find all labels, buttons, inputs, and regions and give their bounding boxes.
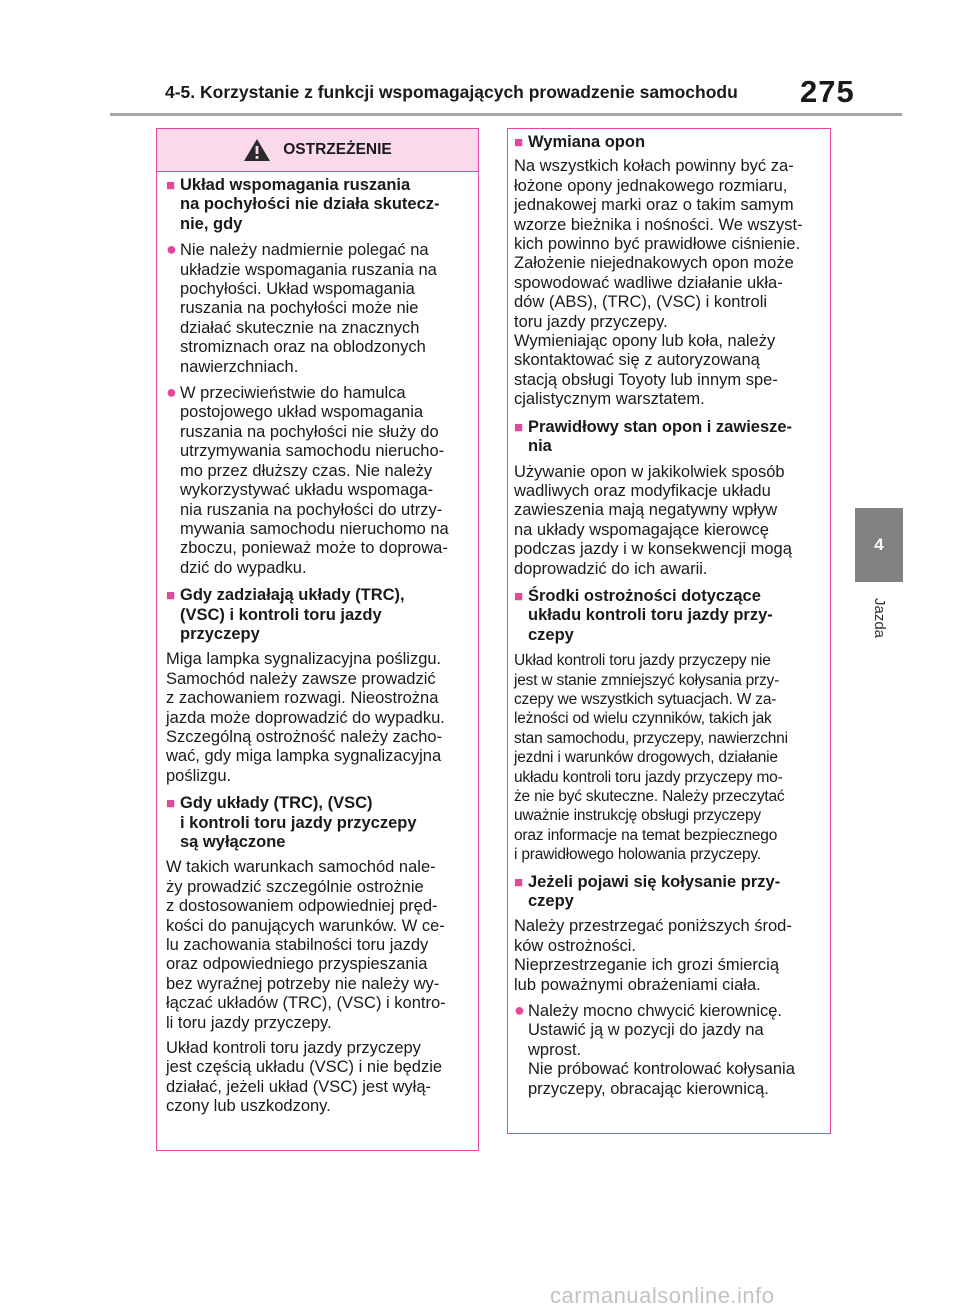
text-line: ruszania na pochyłości nie służy do: [180, 422, 439, 441]
text-line: Szczególną ostrożność należy zacho-: [166, 727, 443, 746]
section-heading: ■ Środki ostrożności dotyczące: [514, 586, 761, 605]
text-line: łożone opony jednakowego rozmiaru,: [514, 176, 788, 195]
bullet-item: ● Nie należy nadmiernie polegać na: [166, 239, 429, 260]
text-line: Na wszystkich kołach powinny być za-: [514, 157, 794, 176]
text-line: Używanie opon w jakikolwiek sposób: [514, 462, 785, 481]
warning-triangle-icon: [243, 138, 271, 162]
text-line: mywania samochodu nieruchomo na: [180, 519, 449, 538]
square-bullet-icon: ■: [166, 587, 176, 605]
text-line: uważnie instrukcję obsługi przyczepy: [514, 807, 761, 825]
square-bullet-icon: ■: [514, 587, 524, 605]
page-number: 275: [800, 74, 855, 109]
square-bullet-icon: ■: [514, 134, 524, 151]
warning-header: [157, 129, 478, 172]
text-line: kości do panujących warunków. W ce-: [166, 916, 445, 935]
text-line: leżności od wielu czynników, takich jak: [514, 710, 772, 728]
heading-line: czepy: [528, 892, 574, 911]
text-line: oraz informacje na temat bezpiecznego: [514, 826, 778, 844]
bullet-item: ● W przeciwieństwie do hamulca: [166, 382, 406, 403]
heading-line: na pochyłości nie działa skutecz-: [180, 195, 440, 214]
text-line: Układ kontroli toru jazdy przyczepy: [166, 1039, 421, 1058]
section-heading: ■ Gdy układy (TRC), (VSC): [166, 794, 373, 813]
text-line: kich powinno być prawidłowe ciśnienie.: [514, 235, 801, 254]
text-line: łączać układów (TRC), (VSC) i kontro-: [166, 994, 446, 1013]
text-line: czony lub uszkodzony.: [166, 1097, 331, 1116]
text-line: Nie próbować kontrolować kołysania: [528, 1060, 795, 1079]
heading-line: układu kontroli toru jazdy przy-: [528, 606, 773, 625]
heading-line: przyczepy: [180, 624, 260, 643]
text-line: działać skutecznie na znacznych: [180, 318, 420, 337]
header-divider: [110, 113, 902, 116]
heading-line: i kontroli toru jazdy przyczepy: [180, 813, 417, 832]
text-line: Samochód należy zawsze prowadzić: [166, 669, 436, 688]
heading-line: nia: [528, 437, 552, 456]
warning-content: [166, 176, 476, 1117]
text-line: Wymieniając opony lub koła, należy: [514, 332, 776, 351]
section-heading: ■ Gdy zadziałają układy (TRC),: [166, 586, 405, 605]
text-line: stacją obsługi Toyoty lub innym spe-: [514, 370, 778, 389]
text-line: li toru jazdy przyczepy.: [166, 1013, 332, 1032]
text-line: poślizgu.: [166, 766, 232, 785]
text-line: Ustawić ją w pozycji do jazdy na: [528, 1021, 764, 1040]
text-line: wać, gdy miga lampka sygnalizacyjna: [166, 747, 442, 766]
square-bullet-icon: ■: [514, 873, 524, 891]
text-line: postojowego układ wspomagania: [180, 403, 424, 422]
text-line: działać, jeżeli układ (VSC) jest wyłą-: [166, 1077, 432, 1096]
info-content: [514, 133, 828, 1099]
section-heading: ■ Jeżeli pojawi się kołysanie przy-: [514, 872, 781, 891]
text-line: oraz odpowiedniego przyspieszania: [166, 955, 428, 974]
square-bullet-icon: ■: [166, 795, 176, 813]
text-line: i prawidłowego holowania przyczepy.: [514, 846, 761, 864]
text-line: bez wyraźnej potrzeby nie należy wy-: [166, 974, 440, 993]
text-line: Układ kontroli toru jazdy przyczepy nie: [514, 652, 771, 670]
text-line: toru jazdy przyczepy.: [514, 312, 668, 331]
text-line: mo przez dłuższy czas. Nie należy: [180, 461, 433, 480]
heading-line: czepy: [528, 625, 574, 644]
text-line: ruszania na pochyłości może nie: [180, 299, 419, 318]
text-line: skontaktować się z autoryzowaną: [514, 351, 760, 370]
text-line: z dostosowaniem odpowiedniej pręd-: [166, 897, 438, 916]
text-line: Miga lampka sygnalizacyjna poślizgu.: [166, 650, 442, 669]
running-header: 4-5. Korzystanie z funkcji wspomagających prowadzenie samochodu: [165, 82, 738, 102]
text-line: jednakowej marki oraz o takim samym: [514, 196, 794, 215]
text-line: spowodować wadliwe działanie ukła-: [514, 273, 783, 292]
text-line: lub poważnymi obrażeniami ciała.: [514, 975, 761, 994]
text-line: dzić do wypadku.: [180, 558, 307, 577]
text-line: układzie wspomagania ruszania na: [180, 260, 437, 279]
bullet-item: ● Należy mocno chwycić kierownicę.: [514, 1000, 783, 1021]
heading-line: są wyłączone: [180, 833, 286, 851]
text-line: Należy przestrzegać poniższych środ-: [514, 917, 792, 936]
text-line: nia ruszania na pochyłości do utrzy-: [180, 500, 443, 519]
chapter-tab[interactable]: 4: [855, 508, 903, 582]
circle-bullet-icon: ●: [166, 239, 177, 260]
circle-bullet-icon: ●: [166, 382, 177, 403]
text-line: zawieszenia mają negatywny wpływ: [514, 501, 778, 520]
circle-bullet-icon: ●: [514, 1000, 525, 1021]
text-line: jest w stanie zmniejszyć kołysania przy-: [514, 671, 780, 689]
watermark: carmanualsonline.info: [550, 1283, 775, 1308]
text-line: stromiznach oraz na oblodzonych: [180, 338, 426, 357]
text-line: jazda może doprowadzić do wypadku.: [166, 708, 445, 727]
text-line: doprowadzić do ich awarii.: [514, 559, 708, 578]
text-line: ży prowadzić szczególnie ostrożnie: [166, 877, 424, 896]
heading-line: (VSC) i kontroli toru jazdy: [180, 605, 382, 624]
text-line: czepy we wszystkich sytuacjach. W za-: [514, 690, 777, 708]
text-line: Założenie niejednakowych opon może: [514, 254, 794, 273]
text-line: podczas jazdy i w konsekwencji mogą: [514, 540, 792, 559]
text-line: lu zachowania stabilności toru jazdy: [166, 936, 429, 955]
text-line: przyczepy, obracając kierownicą.: [528, 1079, 769, 1098]
text-line: zboczu, ponieważ może to doprowa-: [180, 539, 448, 558]
text-line: jest częścią układu (VSC) i nie będzie: [166, 1058, 443, 1077]
text-line: wzorze bieżnika i nośności. We wszyst-: [514, 215, 803, 234]
heading-line: nie, gdy: [180, 214, 243, 233]
chapter-label: Jazda: [871, 598, 888, 639]
text-line: wprost.: [528, 1040, 582, 1059]
text-line: W takich warunkach samochód nale-: [166, 858, 436, 877]
text-line: układu kontroli toru jazdy przyczepy mo-: [514, 768, 783, 786]
section-heading: ■ Prawidłowy stan opon i zawiesze-: [514, 417, 793, 436]
text-line: na układy wspomagające kierowcę: [514, 520, 769, 539]
text-line: wadliwych oraz modyfikacje układu: [514, 481, 771, 500]
text-line: utrzymywania samochodu nierucho-: [180, 442, 445, 461]
warning-title: OSTRZEŻENIE: [283, 141, 392, 158]
text-line: jezdni i warunków drogowych, działanie: [514, 749, 778, 767]
section-heading: ■ Układ wspomagania ruszania: [166, 176, 411, 194]
text-line: nawierzchniach.: [180, 357, 299, 376]
text-line: dów (ABS), (TRC), (VSC) i kontroli: [514, 293, 768, 312]
section-heading: ■ Wymiana opon: [514, 133, 646, 151]
text-line: że nie być skuteczne. Należy przeczytać: [514, 788, 785, 805]
text-line: z zachowaniem rozwagi. Nieostrożna: [166, 689, 439, 708]
square-bullet-icon: ■: [166, 177, 176, 194]
text-line: stan samochodu, przyczepy, nawierzchni: [514, 729, 788, 747]
text-line: cjalistycznym warsztatem.: [514, 390, 705, 409]
text-line: ków ostrożności.: [514, 936, 636, 955]
text-line: wykorzystywać układu wspomaga-: [180, 481, 434, 500]
square-bullet-icon: ■: [514, 418, 524, 436]
text-line: Nieprzestrzeganie ich grozi śmiercią: [514, 956, 780, 975]
text-line: pochyłości. Układ wspomagania: [180, 280, 415, 299]
